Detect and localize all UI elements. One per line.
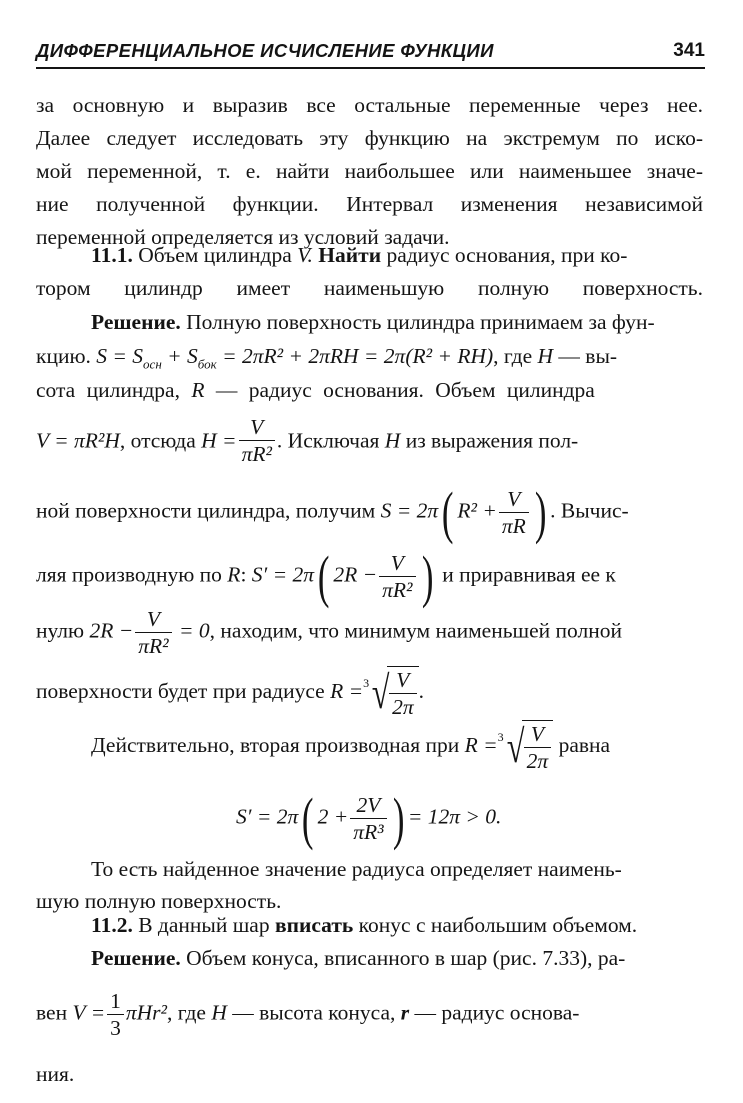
text: . Исключая bbox=[276, 428, 385, 453]
numerator: V bbox=[239, 414, 275, 441]
text: . bbox=[418, 678, 424, 703]
math: = 2πR² + 2πRH = 2π(R² + RH) bbox=[216, 344, 494, 368]
text-line bbox=[36, 378, 703, 408]
math-var: H bbox=[384, 428, 401, 453]
math-var: H bbox=[211, 1000, 227, 1025]
fraction bbox=[107, 988, 124, 1041]
paren: ( bbox=[317, 543, 330, 609]
text: Объем конуса, вписанного в шар (рис. 7.33), ра- bbox=[180, 946, 626, 970]
text-line bbox=[36, 479, 629, 545]
text-line bbox=[36, 344, 617, 374]
paren: ) bbox=[392, 785, 405, 851]
math: S′ = 2π bbox=[236, 804, 299, 829]
text-line bbox=[91, 946, 703, 976]
fraction bbox=[239, 414, 275, 467]
math: 2R − bbox=[89, 618, 134, 643]
fraction bbox=[389, 667, 417, 720]
fraction bbox=[379, 550, 415, 603]
text: нулю bbox=[36, 618, 90, 643]
radicand bbox=[522, 720, 554, 774]
fraction bbox=[499, 486, 529, 539]
denominator: πR² bbox=[241, 442, 272, 466]
problem-number: 11.1. bbox=[91, 243, 133, 267]
text: : bbox=[240, 562, 252, 587]
text-line: ние полученной функции. Интервал изменения независимой bbox=[36, 192, 703, 216]
cube-root bbox=[363, 666, 419, 720]
text: из выражения пол- bbox=[400, 428, 579, 453]
math: R = bbox=[464, 732, 498, 757]
text: — радиус основа- bbox=[409, 1000, 580, 1025]
math: = 12π > 0. bbox=[407, 804, 502, 829]
text-line: мой переменной, т. е. найти наибольшее или наименьшее значе- bbox=[36, 159, 703, 183]
math: = 0 bbox=[173, 618, 210, 643]
math: R² + bbox=[457, 498, 497, 523]
text: Полную поверхность цилиндра принимаем за фун- bbox=[180, 310, 655, 334]
text-line: шую полную поверхность. bbox=[36, 889, 282, 913]
paren: ) bbox=[421, 543, 433, 609]
root-sign: √ bbox=[371, 667, 390, 718]
fraction bbox=[135, 606, 171, 659]
text-line: Далее следует исследовать эту функцию на экстремум по иско- bbox=[36, 126, 703, 150]
formula-volume: V = πR²H bbox=[36, 428, 120, 453]
text-line bbox=[91, 310, 703, 340]
fraction bbox=[524, 721, 552, 774]
root-index: 3 bbox=[363, 676, 370, 690]
text: — вы- bbox=[553, 344, 618, 368]
root-sign: √ bbox=[506, 721, 525, 772]
math-var: V. bbox=[297, 243, 313, 267]
math-sub: осн bbox=[143, 356, 162, 372]
text: . Вычис- bbox=[550, 498, 629, 523]
text: В данный шар bbox=[132, 913, 275, 937]
denominator: 3 bbox=[110, 1016, 121, 1040]
paren: ( bbox=[441, 479, 454, 545]
display-formula bbox=[236, 785, 502, 851]
text-line: ния. bbox=[36, 1062, 75, 1086]
solution-label: Решение. bbox=[91, 946, 181, 970]
text: Объем цилиндра bbox=[132, 243, 298, 267]
solution-label: Решение. bbox=[91, 310, 181, 334]
text-line: переменной определяется из условий задачи. bbox=[36, 225, 450, 249]
numerator: V bbox=[389, 667, 417, 694]
chapter-title: ДИФФЕРЕНЦИАЛЬНОЕ ИСЧИСЛЕНИЕ ФУНКЦИИ bbox=[36, 40, 494, 61]
text: ляя производную по bbox=[36, 562, 228, 587]
math-sub: бок bbox=[197, 356, 217, 372]
text: конус с наибольшим объемом. bbox=[353, 913, 638, 937]
math: R = bbox=[330, 678, 364, 703]
header-rule bbox=[36, 67, 705, 69]
math: V = bbox=[72, 1000, 106, 1025]
text: сота цилиндра, bbox=[36, 378, 192, 402]
bold-word: Найти bbox=[312, 243, 382, 267]
denominator: πR² bbox=[138, 634, 169, 658]
math: S = 2π bbox=[380, 498, 439, 523]
text-line bbox=[36, 606, 622, 658]
text: кцию. bbox=[36, 344, 91, 368]
text: равна bbox=[553, 732, 611, 757]
text-line bbox=[91, 913, 703, 943]
math: 2R − bbox=[333, 562, 378, 587]
text: и приравнивая ее к bbox=[436, 562, 616, 587]
text: — высота конуса, bbox=[226, 1000, 401, 1025]
text-line: за основную и выразив все остальные переменные через нее. bbox=[36, 93, 703, 117]
running-header bbox=[36, 38, 705, 74]
text: ной поверхности цилиндра, получим bbox=[36, 498, 381, 523]
text-line bbox=[36, 543, 616, 609]
math-var: H bbox=[537, 344, 554, 368]
page-number: 341 bbox=[673, 40, 705, 61]
denominator: πR bbox=[501, 514, 526, 538]
denominator: 2π bbox=[392, 695, 414, 719]
math: πHr² bbox=[125, 1000, 167, 1025]
math-var: R bbox=[227, 562, 241, 587]
math: + S bbox=[161, 344, 198, 368]
text: , находим, что минимум наименьшей полной bbox=[209, 618, 622, 643]
text-line bbox=[91, 243, 703, 273]
denominator: 2π bbox=[526, 749, 549, 773]
numerator: 2V bbox=[350, 792, 386, 819]
text: , отсюда bbox=[119, 428, 202, 453]
text: радиус основания, при ко- bbox=[381, 243, 628, 267]
bold-word: вписать bbox=[274, 913, 354, 937]
text: , где bbox=[166, 1000, 212, 1025]
text: вен bbox=[36, 1000, 73, 1025]
numerator: 1 bbox=[107, 988, 124, 1015]
math-var: r bbox=[400, 1000, 410, 1025]
problem-number: 11.2. bbox=[91, 913, 133, 937]
math: 2 + bbox=[317, 804, 349, 829]
root-index: 3 bbox=[497, 730, 504, 744]
text: Действительно, вторая производная при bbox=[91, 732, 465, 757]
text-line bbox=[36, 988, 580, 1040]
formula-surface bbox=[96, 344, 494, 372]
numerator: V bbox=[524, 721, 552, 748]
math: S = S bbox=[96, 344, 144, 368]
math: H = bbox=[201, 428, 237, 453]
paren: ( bbox=[302, 785, 314, 851]
text: поверхности будет при радиусе bbox=[36, 678, 331, 703]
text-line: То есть найденное значение радиуса определяет наимень- bbox=[91, 857, 622, 881]
math-var: R bbox=[191, 378, 205, 402]
cube-root bbox=[498, 720, 554, 774]
denominator: πR² bbox=[382, 578, 413, 602]
numerator: V bbox=[499, 486, 529, 513]
denominator: πR³ bbox=[353, 820, 384, 844]
numerator: V bbox=[135, 606, 171, 633]
paren: ) bbox=[534, 479, 547, 545]
math: S′ = 2π bbox=[251, 562, 315, 587]
text: — радиус основания. Объем цилиндра bbox=[204, 378, 595, 402]
numerator: V bbox=[379, 550, 415, 577]
fraction bbox=[350, 792, 386, 845]
text-line: тором цилиндр имеет наименьшую полную поверхность. bbox=[36, 276, 703, 300]
text: , где bbox=[493, 344, 538, 368]
text-line bbox=[36, 415, 579, 466]
radicand bbox=[387, 666, 419, 720]
